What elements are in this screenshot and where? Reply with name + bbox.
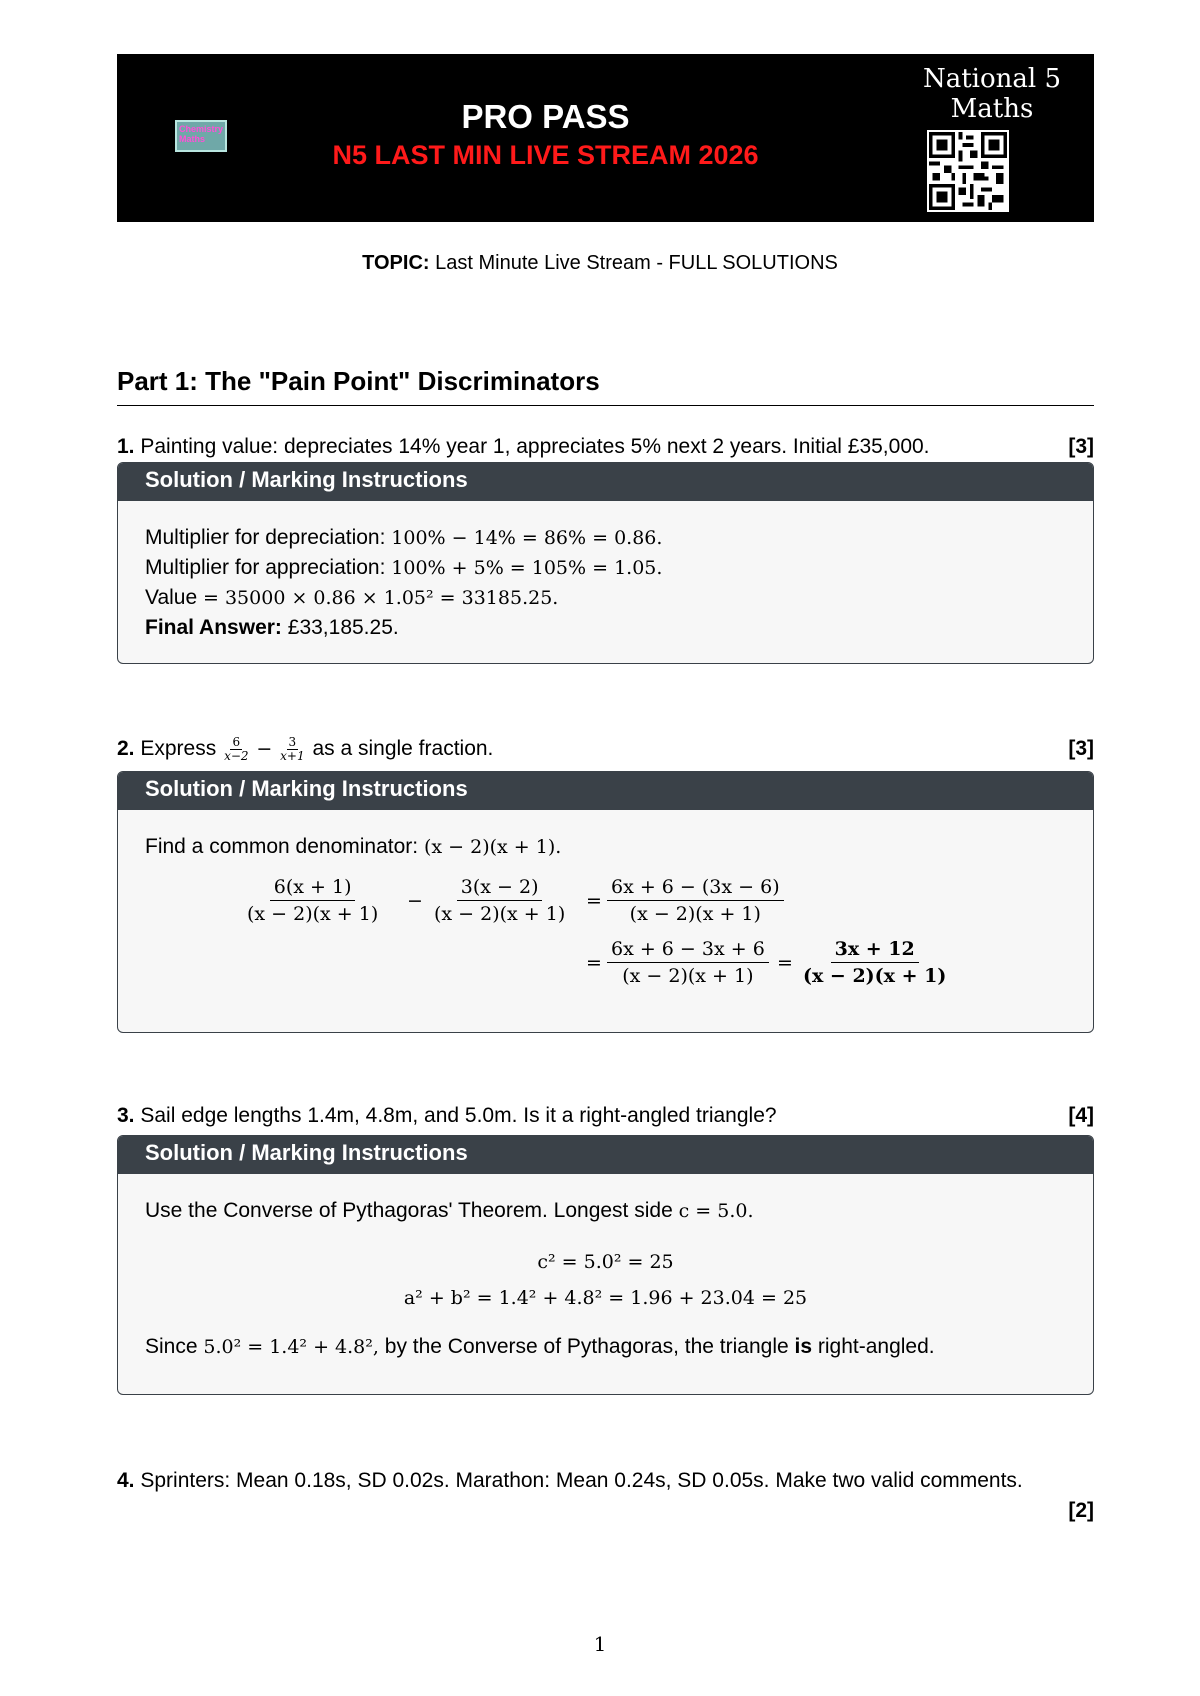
solution-header: Solution / Marking Instructions (118, 772, 1093, 810)
solution-box-1 (117, 462, 1094, 664)
solution-label: Multiplier for appreciation: (145, 556, 386, 579)
solution-label: Multiplier for depreciation: (145, 526, 386, 549)
question-1 (117, 432, 1094, 462)
question-text: as a single fraction. (312, 737, 494, 760)
solution-math: (x − 2)(x + 1). (423, 836, 562, 858)
course-label (902, 64, 1082, 124)
solution-label: Find a common denominator: (145, 835, 419, 858)
fraction-denominator: (x − 2)(x + 1) (622, 965, 754, 987)
final-answer (145, 613, 1066, 642)
question-3 (117, 1101, 1094, 1131)
solution-text: by the Converse of Pythagoras, the triangle (384, 1335, 789, 1358)
fraction-numerator: 6x + 6 − (3x − 6) (607, 874, 784, 901)
solution-text: right-angled. (817, 1335, 935, 1358)
question-marks: [4] (1068, 1104, 1094, 1127)
question-2 (117, 734, 1094, 764)
topic-label: TOPIC: (362, 252, 430, 274)
inline-fraction (278, 736, 306, 763)
course-line-1: National 5 (922, 64, 1062, 94)
course-line-2: Maths (950, 94, 1034, 124)
solution-line (145, 553, 1066, 583)
inline-fraction (222, 736, 250, 763)
minus-sign: − (407, 890, 423, 912)
logo-text: Chemistry Maths (179, 124, 224, 144)
solution-body (118, 810, 1093, 1024)
fraction-numerator: 6 (232, 734, 241, 749)
fraction (607, 936, 769, 989)
solution-math: 100% − 14% = 86% = 0.86. (391, 527, 663, 549)
fraction-denominator: (x − 2)(x + 1) (629, 903, 761, 925)
solution-math: = 35000 × 0.86 × 1.05² = 33185.25. (203, 587, 559, 609)
fraction (243, 874, 382, 927)
equation-line: a² + b² = 1.4² + 4.8² = 1.96 + 23.04 = 25 (403, 1287, 808, 1309)
solution-math: 5.0² = 1.4² + 4.8², (203, 1336, 379, 1358)
fraction-denominator: (x − 2)(x + 1) (247, 903, 379, 925)
header-banner (117, 54, 1094, 222)
solution-header: Solution / Marking Instructions (118, 463, 1093, 501)
question-marks: [3] (1068, 435, 1094, 458)
solution-line (145, 1196, 1066, 1226)
fraction-denominator: (x − 2)(x + 1) (434, 903, 566, 925)
question-number: 2. (117, 737, 135, 760)
conclusion-line (145, 1332, 1066, 1362)
solution-line (145, 583, 1066, 613)
final-fraction (799, 936, 950, 989)
fraction-working (145, 874, 1066, 1004)
fraction (430, 874, 569, 927)
question-marks: [2] (1068, 1499, 1094, 1522)
equation-block (145, 1244, 1066, 1316)
question-4 (117, 1466, 1094, 1522)
solution-body (118, 1174, 1093, 1382)
solution-header: Solution / Marking Instructions (118, 1136, 1093, 1174)
part-heading: Part 1: The "Pain Point" Discriminators (117, 366, 1094, 406)
solution-text: Since (145, 1335, 198, 1358)
question-text: Express (140, 737, 217, 760)
topic-line (0, 252, 1200, 275)
fraction-numerator: 6x + 6 − 3x + 6 (607, 936, 769, 963)
fraction-numerator: 3(x − 2) (457, 874, 543, 901)
equation-line: c² = 5.0² = 25 (537, 1251, 674, 1273)
topic-value: Last Minute Live Stream - FULL SOLUTIONS (435, 252, 838, 274)
final-answer-label: Final Answer: (145, 616, 282, 639)
solution-box-2 (117, 771, 1094, 1033)
question-text: Sprinters: Mean 0.18s, SD 0.02s. Marathon: Mean 0.24s, SD 0.05s. Make two valid comments. (140, 1469, 1023, 1492)
solution-label: Value (145, 586, 198, 609)
question-number: 1. (117, 435, 135, 458)
equals-sign: = (586, 890, 602, 912)
question-number: 3. (117, 1104, 135, 1127)
solution-math: c = 5.0. (678, 1200, 754, 1222)
equals-sign: = (586, 952, 602, 974)
qr-code-icon (927, 130, 1009, 212)
question-text: Sail edge lengths 1.4m, 4.8m, and 5.0m. Is it a right-angled triangle? (140, 1104, 777, 1127)
solution-line (145, 832, 1066, 862)
fraction-numerator: 3 (288, 734, 297, 749)
question-text: Painting value: depreciates 14% year 1, appreciates 5% next 2 years. Initial £35,000. (140, 435, 930, 458)
fraction-denominator: (x − 2)(x + 1) (803, 965, 947, 987)
question-marks: [3] (1068, 737, 1094, 760)
banner-subtitle: N5 LAST MIN LIVE STREAM 2026 (332, 140, 759, 170)
solution-math: 100% + 5% = 105% = 1.05. (391, 557, 663, 579)
banner-title: PRO PASS (461, 98, 630, 135)
solution-line (145, 523, 1066, 553)
solution-box-3 (117, 1135, 1094, 1395)
solution-body (118, 501, 1093, 662)
solution-text: Use the Converse of Pythagoras' Theorem. Longest side (145, 1199, 673, 1222)
question-number: 4. (117, 1469, 135, 1492)
fraction-denominator: x−2 (224, 748, 249, 763)
fraction-denominator: x+1 (280, 748, 305, 763)
fraction (607, 874, 784, 927)
fraction-numerator: 6(x + 1) (270, 874, 356, 901)
final-answer-value: £33,185.25. (287, 616, 399, 639)
equals-sign: = (777, 952, 793, 974)
fraction-numerator: 3x + 12 (831, 936, 919, 963)
minus-sign: − (256, 738, 273, 760)
page-number: 1 (593, 1632, 607, 1656)
solution-emphasis: is (794, 1335, 813, 1358)
